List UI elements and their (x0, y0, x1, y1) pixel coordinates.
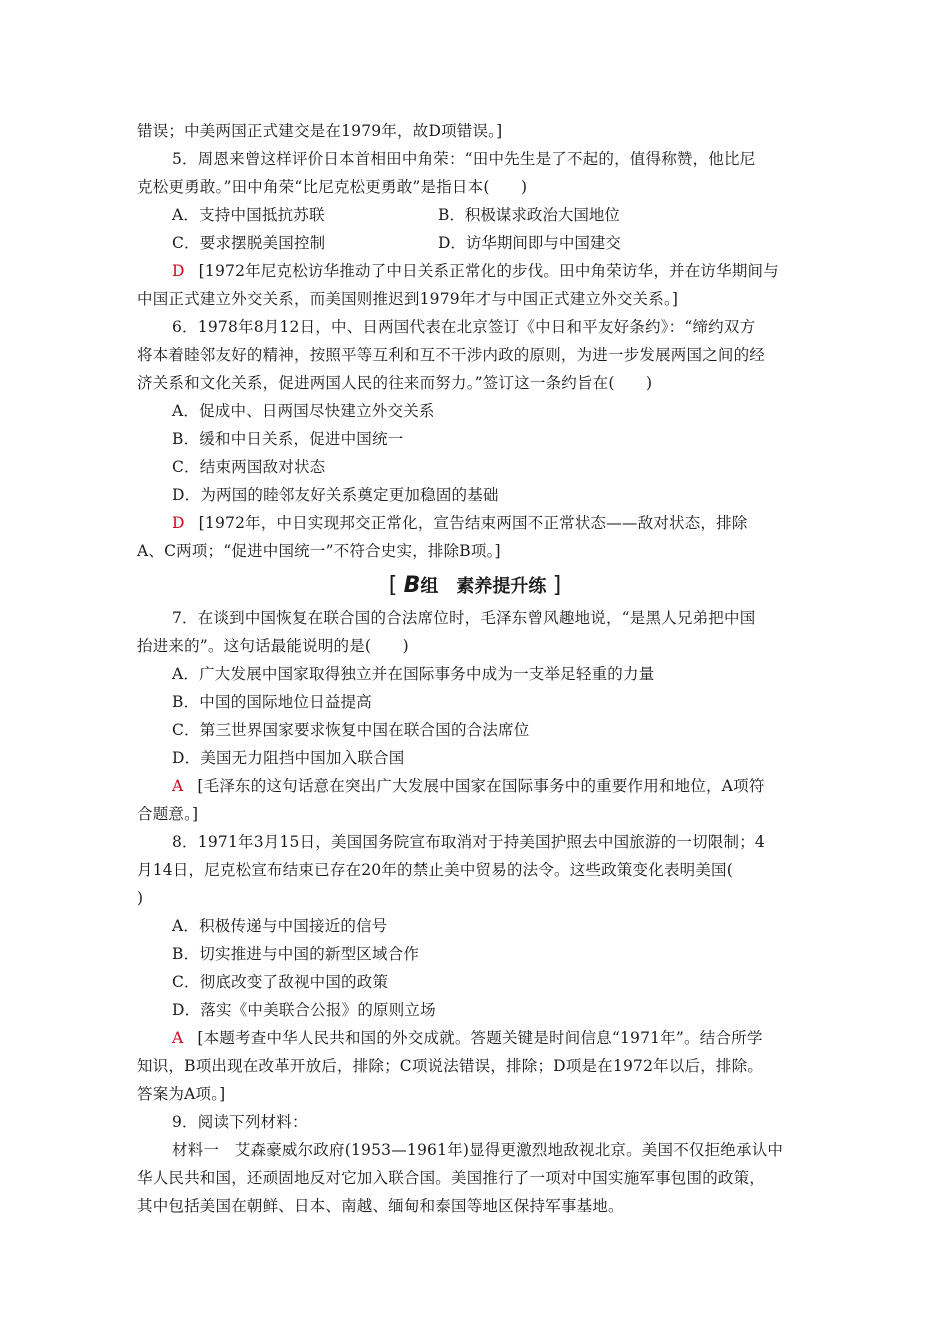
question-6-stem: 6．1978年8月12日，中、日两国代表在北京签订《中日和平友好条约》：“缔约双方 (172, 318, 756, 336)
answer-explanation-cont: 合题意。] (137, 805, 199, 823)
question-9-stem: 9．阅读下列材料： (172, 1113, 308, 1131)
material-one-cont: 其中包括美国在朝鲜、日本、南越、缅甸和泰国等地区保持军事基地。 (137, 1197, 624, 1215)
material-one-cont: 华人民共和国，还顽固地反对它加入联合国。美国推行了一项对中国实施军事包围的政策， (137, 1169, 766, 1187)
answer-explanation: [1972年尼克松访华推动了中日关系正常化的步伐。田中角荣访华，并在访华期间与 (198, 262, 779, 280)
question-7-stem-cont: 抬进来的”。这句话最能说明的是( ) (137, 637, 409, 655)
option-d: D．访华期间即与中国建交 (438, 234, 621, 252)
option-b: B．积极谋求政治大国地位 (438, 206, 620, 224)
option-d: D．为两国的睦邻友好关系奠定更加稳固的基础 (172, 486, 499, 504)
answer-letter: D (172, 262, 185, 280)
option-c: C．彻底改变了敌视中国的政策 (172, 973, 389, 991)
question-8-stem-cont: ) (137, 889, 144, 907)
question-8-stem: 8．1971年3月15日，美国国务院宣布取消对于持美国护照去中国旅游的一切限制；4 (172, 833, 765, 851)
bracket-left: [ (388, 573, 398, 598)
answer-explanation: [1972年，中日实现邦交正常化，宣告结束两国不正常状态——敌对状态，排除 (198, 514, 748, 532)
option-a: A．促成中、日两国尽快建立外交关系 (172, 402, 435, 420)
answer-line (172, 261, 779, 281)
material-one: 材料一 艾森豪威尔政府(1953—1961年)显得更激烈地敌视北京。美国不仅拒绝承认中 (172, 1141, 784, 1159)
question-8-stem-cont: 月14日，尼克松宣布结束已存在20年的禁止美中贸易的法令。这些政策变化表明美国( (137, 861, 733, 879)
answer-explanation: [本题考查中华人民共和国的外交成就。答题关键是时间信息“1971年”。结合所学 (197, 1029, 763, 1047)
option-a: A．支持中国抵抗苏联 (172, 206, 325, 224)
section-title: 组 素养提升练 (420, 576, 547, 597)
question-5-stem-cont: 克松更勇敢。”田中角荣“比尼克松更勇敢”是指日本( ) (137, 178, 528, 196)
text-line: 错误；中美两国正式建交是在1979年，故D项错误。] (137, 122, 503, 140)
answer-explanation-cont: 答案为A项。] (137, 1085, 226, 1103)
group-letter: B (403, 573, 421, 598)
question-6-stem-cont: 济关系和文化关系，促进两国人民的往来而努力。”签订这一条约旨在( ) (137, 374, 653, 392)
option-d: D．落实《中美联合公报》的原则立场 (172, 1001, 436, 1019)
answer-line (172, 776, 765, 796)
answer-letter: A (172, 777, 184, 795)
section-heading (0, 572, 950, 598)
question-6-stem-cont: 将本着睦邻友好的精神，按照平等互利和互不干涉内政的原则，为进一步发展两国之间的经 (137, 346, 766, 364)
option-c: C．第三世界国家要求恢复中国在联合国的合法席位 (172, 721, 530, 739)
answer-letter: D (172, 514, 185, 532)
option-a: A．广大发展中国家取得独立并在国际事务中成为一支举足轻重的力量 (172, 665, 655, 683)
answer-explanation-cont: A、C两项；“促进中国统一”不符合史实，排除B项。] (137, 542, 501, 560)
answer-explanation-cont: 知识，B项出现在改革开放后，排除；C项说法错误，排除；D项是在1972年以后，排除。 (137, 1057, 764, 1075)
bracket-right: ] (552, 573, 562, 598)
option-b: B．缓和中日关系，促进中国统一 (172, 430, 404, 448)
option-a: A．积极传递与中国接近的信号 (172, 917, 388, 935)
answer-line (172, 1028, 763, 1048)
answer-explanation: [毛泽东的这句话意在突出广大发展中国家在国际事务中的重要作用和地位，A项符 (197, 777, 765, 795)
option-c: C．要求摆脱美国控制 (172, 234, 326, 252)
option-d: D．美国无力阻挡中国加入联合国 (172, 749, 405, 767)
answer-letter: A (172, 1029, 184, 1047)
answer-explanation-cont: 中国正式建立外交关系，而美国则推迟到1979年才与中国正式建立外交关系。] (137, 290, 679, 308)
question-5-stem: 5．周恩来曾这样评价日本首相田中角荣：“田中先生是了不起的，值得称赞，他比尼 (172, 150, 756, 168)
option-c: C．结束两国敌对状态 (172, 458, 326, 476)
option-b: B．切实推进与中国的新型区域合作 (172, 945, 420, 963)
answer-line (172, 513, 748, 533)
question-7-stem: 7．在谈到中国恢复在联合国的合法席位时，毛泽东曾风趣地说，“是黑人兄弟把中国 (172, 609, 756, 627)
option-b: B．中国的国际地位日益提高 (172, 693, 372, 711)
